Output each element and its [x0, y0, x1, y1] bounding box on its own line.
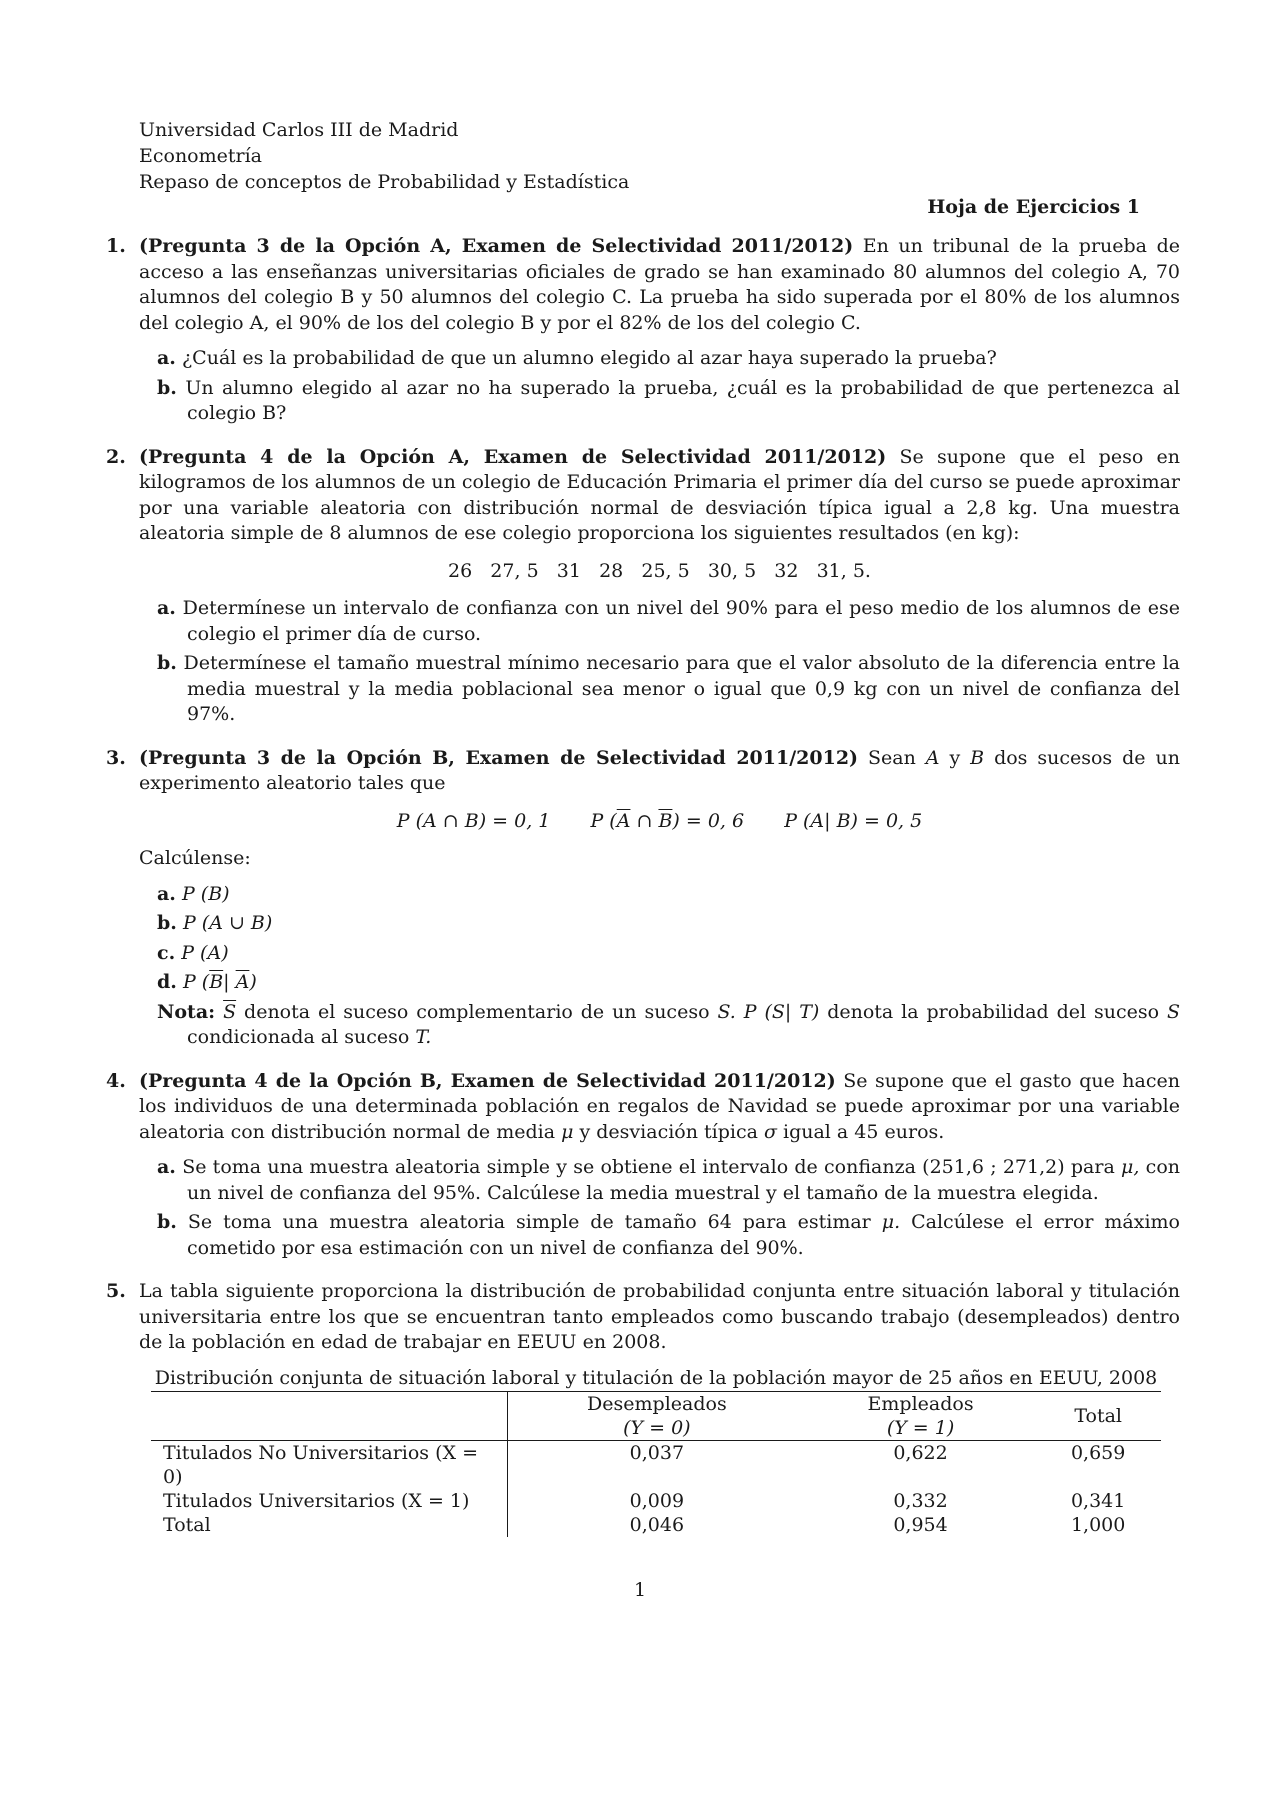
- exercise-4-part-a: [139, 1155, 1180, 1206]
- table-caption: Distribución conjunta de situación laboral y titulación de la población mayor de 25 años en EEUU, 2008: [154, 1366, 1158, 1389]
- course-name: Econometría: [139, 145, 263, 167]
- statement-text: igual a 45 euros.: [783, 1120, 945, 1143]
- math-var: S: [1167, 1000, 1181, 1023]
- equation-3: P (A| B) = 0, 5: [784, 809, 923, 832]
- col-header-total: Total: [1035, 1392, 1161, 1441]
- math-var: $\overline{B}$: [209, 971, 224, 993]
- math-var: $\overline{A}$: [616, 809, 631, 832]
- part-expression: [183, 971, 257, 993]
- equation-1: P (A ∩ B) = 0, 1: [396, 809, 551, 832]
- math-var: μ: [561, 1120, 574, 1143]
- exercise-4-part-b: [139, 1210, 1180, 1261]
- exercise-3-part-b: [139, 911, 1180, 937]
- part-text: ¿Cuál es la probabilidad de que un alumno elegido al azar haya superado la prueba?: [181, 347, 997, 369]
- math-text: P (: [590, 809, 617, 832]
- document-subtitle: Repaso de conceptos de Probabilidad y Estadística: [139, 171, 630, 193]
- probability-equations: [139, 809, 1180, 835]
- exercise-2: [98, 445, 1180, 728]
- exercise-1-part-a: [139, 346, 1180, 372]
- university-name: Universidad Carlos III de Madrid: [139, 119, 459, 141]
- page-number: 1: [633, 1579, 647, 1601]
- math-text: ) = 0, 6: [672, 809, 745, 832]
- math-text: ∩: [630, 809, 659, 832]
- exercise-2-part-a: [139, 596, 1180, 647]
- exercise-statement: Se supone que el peso en kilogramos de los alumnos de un colegio de Educación Primaria el primer día del curso se puede aproximar por una variable aleatoria con distribución normal de desviación típica igual a 2,8 kg. Una muestra aleatoria simple de 8 alumnos de ese colegio proporciona los siguientes resultados (en kg):: [139, 445, 1180, 544]
- table-header-row: [151, 1392, 1161, 1417]
- exercise-3: [98, 746, 1180, 1051]
- part-text: Determínese un intervalo de confianza con un nivel del 90% para el peso medio de los alumnos de ese colegio el primer día de curso.: [182, 597, 1180, 645]
- part-label: a.: [157, 347, 176, 369]
- part-text: Se toma una muestra aleatoria simple de tamaño 64 para estimar: [187, 1211, 871, 1233]
- part-label: a.: [157, 882, 176, 905]
- table-cell: 1,000: [1070, 1514, 1126, 1536]
- part-label: b.: [157, 1211, 177, 1233]
- part-label: d.: [157, 971, 177, 993]
- col-header-unemployed: Desempleados: [508, 1392, 806, 1417]
- table-cell: 0,954: [893, 1514, 948, 1536]
- part-text: Un alumno elegido al azar no ha superado la prueba, ¿cuál es la probabilidad de que pertenezca al colegio B?: [185, 376, 1180, 424]
- math-var: μ,: [1121, 1156, 1140, 1178]
- exercise-title: (Pregunta 4 de la Opción B, Examen de Selectividad 2011/2012): [139, 1069, 836, 1092]
- part-label: b.: [157, 376, 177, 399]
- math-text: |: [223, 971, 236, 993]
- joint-distribution-table: [151, 1391, 1161, 1537]
- part-text: con un nivel de confianza del 95%. Calcúlese la media muestral y el tamaño de la muestra elegida.: [187, 1156, 1180, 1204]
- exercise-3-part-d: [139, 970, 1180, 996]
- part-text: Se toma una muestra aleatoria simple y se obtiene el intervalo de confianza (251,6 ; 271,2) para: [182, 1156, 1115, 1178]
- part-label: c.: [157, 941, 176, 964]
- table-cell: 0,046: [629, 1514, 685, 1536]
- exercise-number: 3.: [106, 746, 126, 769]
- exercise-list: [98, 234, 1180, 1555]
- row-label: Titulados Universitarios (X = 1): [151, 1489, 508, 1513]
- col-subheader-unemployed: [508, 1416, 806, 1441]
- calc-instruction: Calcúlense:: [139, 847, 251, 869]
- part-expression: P (A ∪ B): [182, 912, 273, 934]
- math-var: B: [970, 746, 985, 769]
- row-label: Total: [151, 1513, 508, 1537]
- statement-text: y: [949, 746, 961, 769]
- sheet-title: Hoja de Ejercicios 1: [927, 196, 1140, 218]
- table-cell: 0,009: [629, 1490, 685, 1512]
- exercise-number: 5.: [106, 1280, 126, 1302]
- statement-text: Sean: [867, 746, 916, 769]
- table-cell: 0,622: [893, 1442, 948, 1464]
- exercise-2-part-b: [139, 651, 1180, 728]
- math-text: ): [249, 971, 257, 993]
- table-row: [151, 1513, 1161, 1537]
- part-text: Calcúlese el error máximo cometido por esa estimación con un nivel de confianza del 90%.: [187, 1211, 1180, 1259]
- equation-2: [590, 810, 744, 832]
- note-text: condicionada al suceso: [187, 1026, 410, 1048]
- col-subheader-employed: [806, 1416, 1036, 1441]
- exercise-3-part-a: [139, 882, 1180, 908]
- part-expression: P (A): [181, 941, 229, 964]
- math-var: $\overline{B}$: [658, 809, 673, 832]
- statement-text: y desviación típica: [579, 1120, 758, 1143]
- math-expression: P (S| T): [743, 1000, 820, 1023]
- math-var: $\overline{S}$: [223, 1000, 237, 1023]
- exercise-3-note: [139, 1000, 1180, 1051]
- math-expression: (Y = 1): [886, 1417, 955, 1439]
- math-var: S.: [717, 1000, 736, 1023]
- part-text: Determínese el tamaño muestral mínimo necesario para que el valor absoluto de la diferencia entre la media muestral y la media poblacional sea menor o igual que 0,9 kg con un nivel de confianza del 97%.: [183, 652, 1180, 725]
- exercise-3-part-c: [139, 941, 1180, 967]
- part-label: b.: [157, 652, 177, 674]
- table-corner-cell: [151, 1392, 508, 1417]
- exercise-number: 4.: [106, 1069, 126, 1092]
- table-cell: 0,332: [893, 1490, 948, 1512]
- row-label: Titulados No Universitarios (X = 0): [151, 1441, 508, 1490]
- math-var: $\overline{A}$: [235, 971, 250, 993]
- exercise-4: [98, 1069, 1180, 1262]
- exercise-1: [98, 234, 1180, 427]
- table-header-subrow: [151, 1416, 1161, 1441]
- math-expression: (Y = 0): [623, 1417, 691, 1439]
- table-corner-cell: [151, 1416, 508, 1441]
- exercise-number: 2.: [106, 445, 126, 468]
- sample-values: 26 27, 5 31 28 25, 5 30, 5 32 31, 5.: [448, 559, 871, 582]
- table-row: [151, 1441, 1161, 1490]
- math-var: σ: [763, 1120, 777, 1143]
- note-text: denota el suceso complementario de un suceso: [244, 1000, 710, 1023]
- statement-text: Se supone que el gasto que hacen los individuos de una determinada población en regalos de Navidad se puede aproximar por una variable aleatoria con distribución normal de media: [139, 1069, 1180, 1143]
- exercise-5: [98, 1279, 1180, 1537]
- table-cell: 0,037: [629, 1442, 685, 1464]
- note-label: Nota:: [157, 1000, 216, 1023]
- exercise-number: 1.: [106, 235, 126, 257]
- part-label: b.: [157, 912, 177, 934]
- exercise-title: (Pregunta 3 de la Opción B, Examen de Selectividad 2011/2012): [139, 746, 859, 769]
- statement-text: dos sucesos de un experimento aleatorio tales que: [139, 746, 1180, 794]
- table-row: [151, 1489, 1161, 1513]
- note-text: denota la probabilidad del suceso: [827, 1000, 1160, 1023]
- math-var: μ.: [881, 1211, 901, 1233]
- exercise-title: (Pregunta 3 de la Opción A, Examen de Selectividad 2011/2012): [139, 235, 854, 257]
- exercise-statement: En un tribunal de la prueba de acceso a las enseñanzas universitarias oficiales de grado se han examinado 80 alumnos del colegio A, 70 alumnos del colegio B y 50 alumnos del colegio C. La prueba ha sido superada por el 80% de los alumnos del colegio A, el 90% de los del colegio B y por el 82% de los del colegio C.: [139, 235, 1180, 334]
- table-cell: 0,341: [1070, 1490, 1126, 1512]
- document-header: [139, 118, 1139, 196]
- part-expression: P (B): [181, 882, 230, 905]
- part-label: a.: [157, 1156, 176, 1178]
- math-var: A: [925, 746, 940, 769]
- math-text: P (: [182, 971, 210, 993]
- math-var: T.: [415, 1026, 432, 1048]
- table-cell: 0,659: [1070, 1442, 1126, 1464]
- col-header-employed: Empleados: [806, 1392, 1036, 1417]
- exercise-title: (Pregunta 4 de la Opción A, Examen de Selectividad 2011/2012): [139, 445, 887, 468]
- exercise-3-parts: [139, 882, 1180, 1051]
- part-label: a.: [157, 597, 176, 619]
- exercise-statement: La tabla siguiente proporciona la distribución de probabilidad conjunta entre situación laboral y titulación universitaria entre los que se encuentran tanto empleados como buscando trabajo (desempleados) dentro de la población en edad de trabajar en EEUU en 2008.: [139, 1280, 1180, 1353]
- exercise-1-part-b: [139, 376, 1180, 427]
